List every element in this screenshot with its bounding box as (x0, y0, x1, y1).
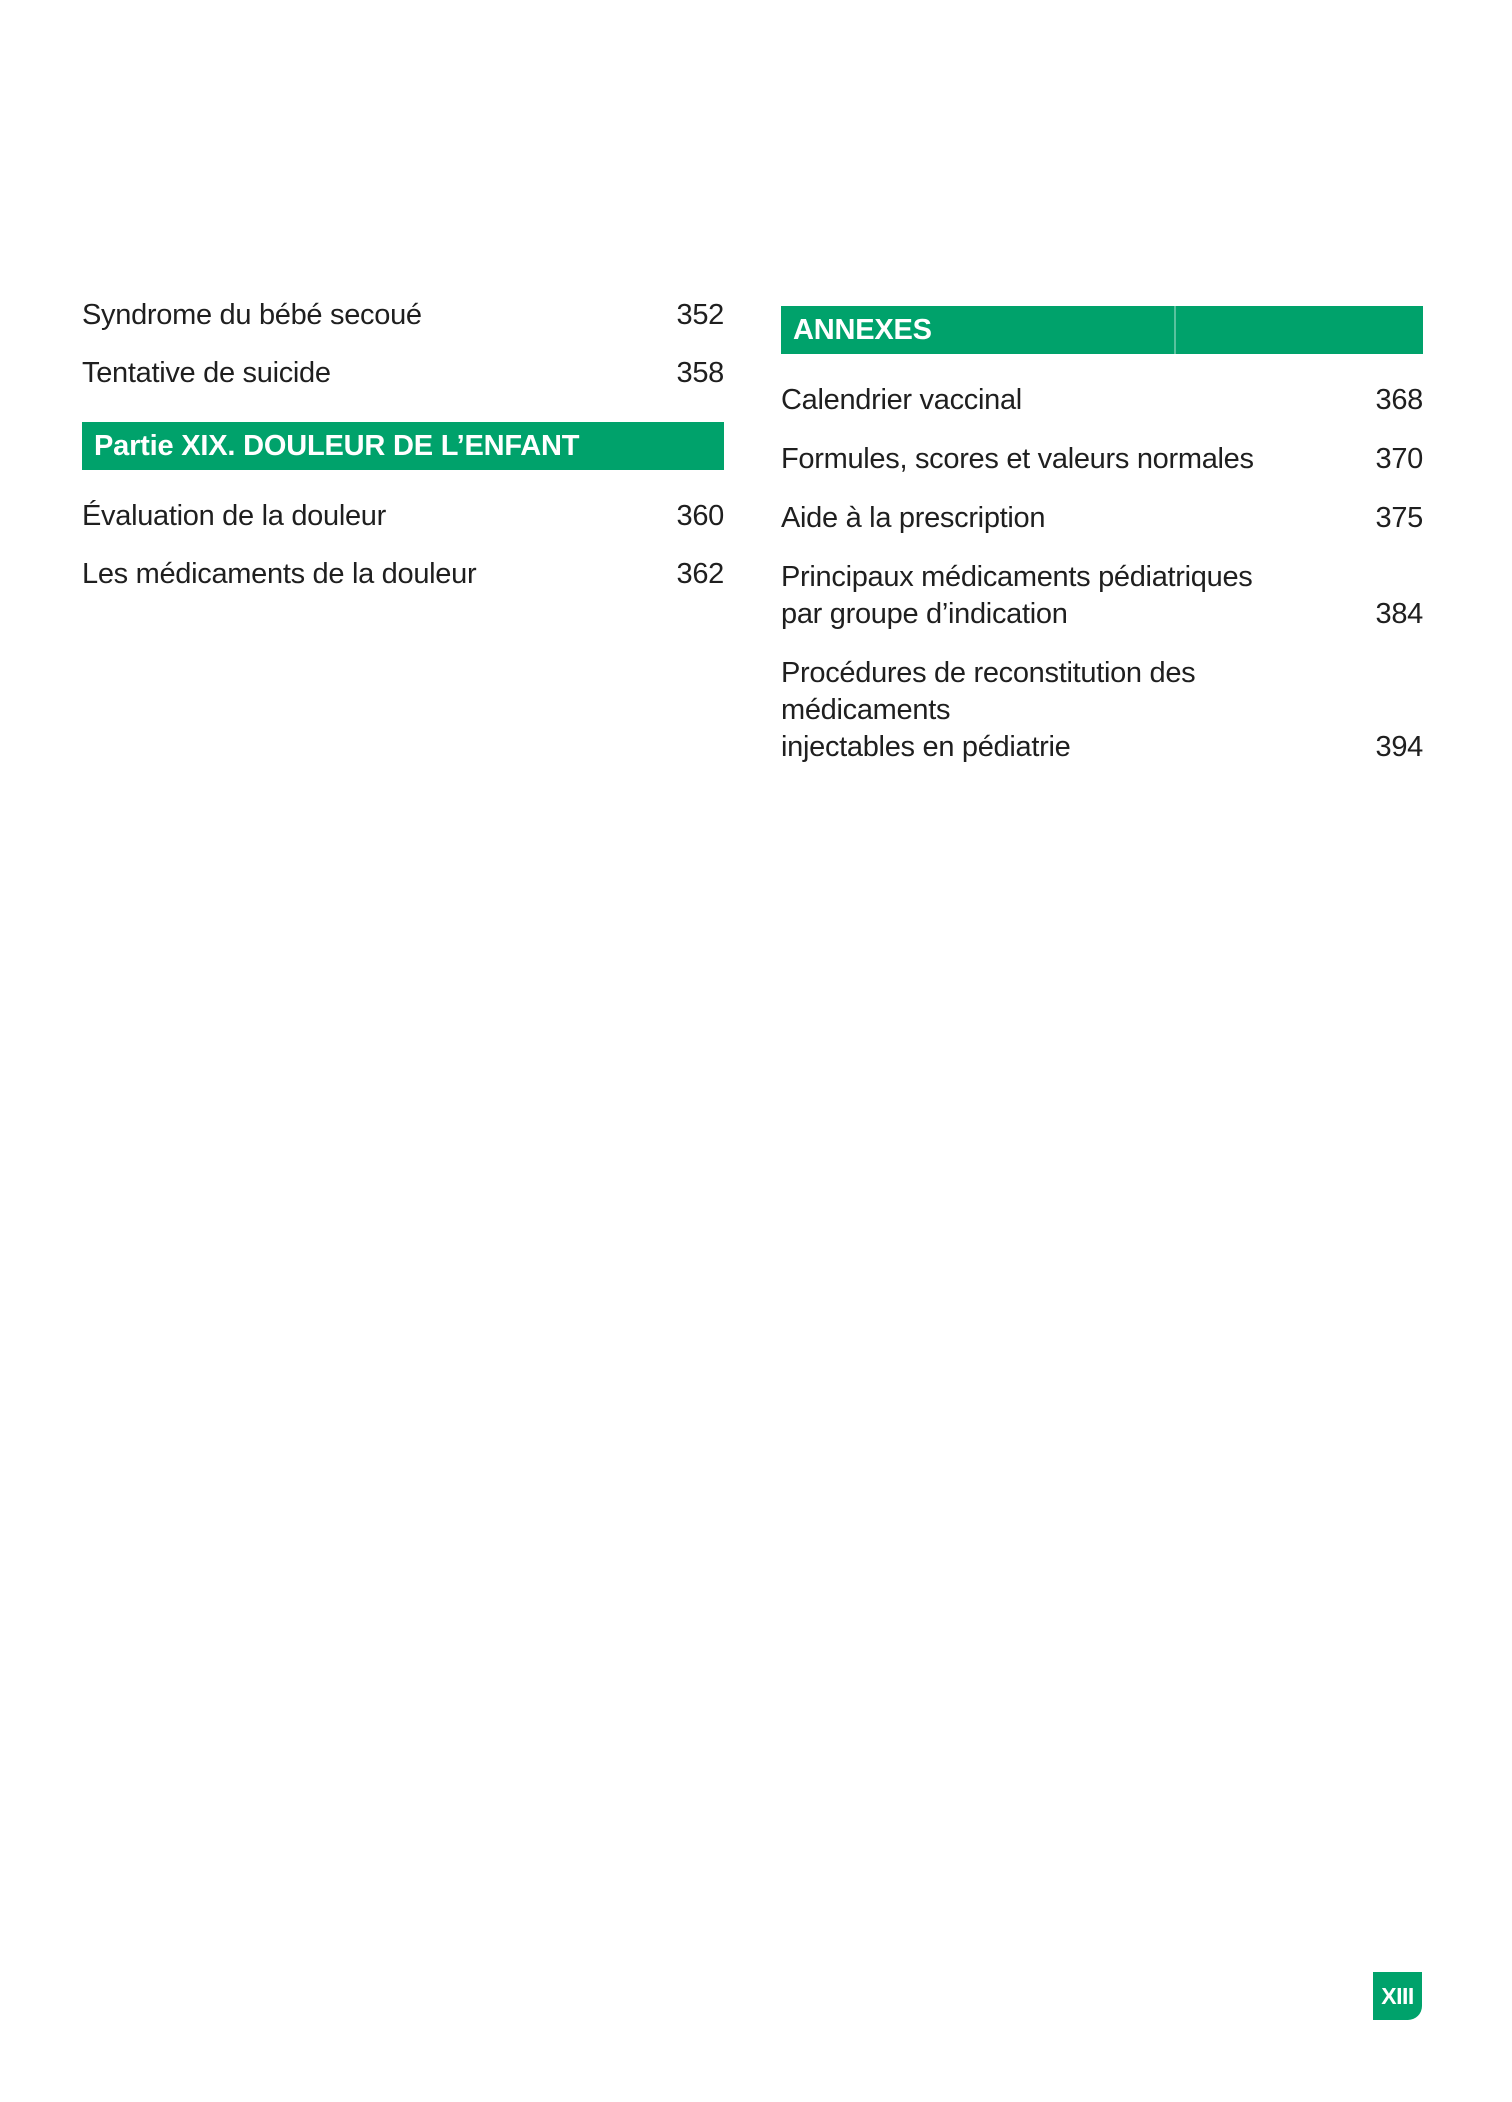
toc-entry-title: Les médicaments de la douleur (82, 558, 477, 590)
toc-entry-title: Évaluation de la douleur (82, 500, 386, 532)
toc-entry[interactable] (82, 297, 724, 334)
toc-entry[interactable] (781, 500, 1423, 537)
toc-entry-page: 362 (676, 558, 724, 590)
page-number-tab (1373, 1972, 1422, 2020)
toc-entry-title: Calendrier vaccinal (781, 384, 1022, 416)
section-bar-divider (1174, 306, 1176, 354)
section-header-annexes (781, 306, 1423, 354)
toc-entry[interactable] (781, 382, 1423, 419)
toc-entry-page: 375 (1375, 502, 1423, 534)
toc-entry-page: 360 (676, 500, 724, 532)
toc-entry-page: 370 (1375, 443, 1423, 475)
toc-entry-title-line2: injectables en pédiatrie (781, 731, 1071, 763)
toc-entry-page: 384 (1375, 598, 1423, 630)
toc-entry[interactable] (781, 441, 1423, 478)
toc-entry-title-line1: Procédures de reconstitution des médicaments (781, 657, 1196, 726)
toc-entry-title: Formules, scores et valeurs normales (781, 443, 1254, 475)
toc-entry-title: Tentative de suicide (82, 357, 331, 389)
toc-entry-page: 368 (1375, 384, 1423, 416)
toc-entry-title: Aide à la prescription (781, 502, 1046, 534)
toc-entry-page: 352 (676, 299, 724, 331)
page-number: XIII (1381, 1983, 1414, 2009)
toc-entry[interactable] (82, 355, 724, 392)
toc-entry[interactable] (781, 655, 1423, 766)
toc-entry-title-line2: par groupe d’indication (781, 598, 1068, 630)
section-header-label: ANNEXES (793, 314, 932, 346)
toc-entry-title: Syndrome du bébé secoué (82, 299, 422, 331)
toc-entry[interactable] (781, 559, 1423, 633)
toc-entry-page: 358 (676, 357, 724, 389)
toc-entry[interactable] (82, 556, 724, 593)
toc-entry-title-line1: Principaux médicaments pédiatriques (781, 561, 1253, 593)
section-header-label: Partie XIX. DOULEUR DE L’ENFANT (94, 430, 580, 462)
toc-entry[interactable] (82, 498, 724, 535)
section-header-douleur (82, 422, 724, 470)
toc-entry-page: 394 (1375, 731, 1423, 763)
